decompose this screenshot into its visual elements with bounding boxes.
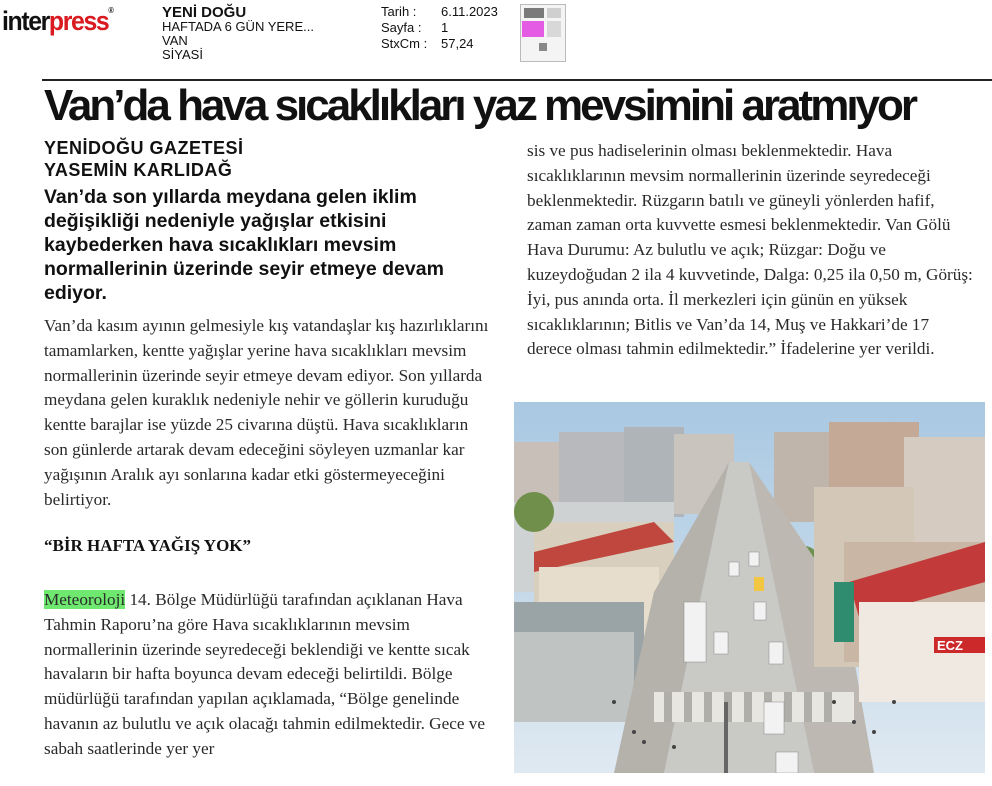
paragraph-2-text: 14. Bölge Müdürlüğü tarafından açıklanan Hava Tahmin Raporu’na göre Hava sıcaklıklarının mevsim normallerinin üzerinde seyredeceği beklendiği ve kentte sıcak havaların bir hafta boyunca devam edeceği belirtildi. Bölge müdürlüğü tarafından yapılan açıklamada, “Bölge genelinde havanın az bulutlu ve açık olacağı tahmin edilmektedir. Gece ve sabah saatlerinde yer yer [44, 590, 485, 758]
date-label: Tarih : [381, 4, 417, 19]
interpress-logo: interpress® [2, 6, 114, 36]
column-1-paragraph-2 [44, 588, 490, 762]
size-row [381, 36, 498, 52]
column-2-text: sis ve pus hadiselerinin olması beklenmektedir. Hava sıcaklıklarının mevsim normallerinin üzerinde seyredeceği beklenmektedir. Rüzgarın batılı ve güneyli yönlerden hafif, zaman zaman orta kuvvette esmesi beklenmektedir. Van Gölü Hava Durumu: Az bulutlu ve açık; Rüzgar: Doğu ve kuzeydoğudan 2 ila 4 kuvvetinde, Dalga: 0,25 ila 0,50 m, Görüş: İyi, pus anında orta. İl merkezleri için günün en yüksek sıcaklıklarının; Bitlis ve Van’da 14, Muş ve Hakkari’de 17 derece olması tahmin edilmektedir.” İfadelerine yer verildi. [527, 141, 973, 359]
paragraph-1: Van’da kasım ayının gelmesiyle kış vatandaşlar kış hazırlıklarını tamamlarken, kentte yağışlar yerine hava sıcaklıkları mevsim normallerinin üzerinde seyir etmeye devam ediyor. Son yıllarda meydana gelen kuraklık nedeniyle nehir ve göllerin kuruduğu kentte barajlar ise yüzde 25 civarına düştü. Hava sıcaklıkların son günlerde artarak devam edeceğini söyleyen uzmanlar kar yağışının Aralık ayı sonlarına kadar etki göstermeyeceğini belirtiyor. [44, 316, 489, 509]
page-label: Sayfa : [381, 20, 422, 35]
article-lede: Van’da son yıllarda meydana gelen iklim değişikliği nedeniyle yağışlar etkisini kaybederken hava sıcaklıkları mevsim normallerinin üzerinde seyir etmeye devam ediyor. [44, 186, 444, 304]
column-1-paragraph-1 [44, 314, 490, 512]
page-thumbnail[interactable] [520, 4, 566, 62]
publication-frequency: HAFTADA 6 GÜN YERE... [162, 19, 314, 34]
page-value: 1 [441, 20, 449, 35]
street-photo [514, 402, 985, 773]
publication-name: YENİ DOĞU [162, 4, 247, 21]
publication-category: SİYASİ [162, 47, 203, 62]
page-row [381, 20, 498, 36]
article-headline: Van’da hava sıcaklıkları yaz mevsimini aratmıyor [44, 81, 916, 130]
clipping-details [381, 4, 498, 52]
article-byline [44, 137, 244, 181]
byline-newspaper: YENİDOĞU GAZETESİ [44, 138, 244, 158]
column-2 [527, 139, 977, 362]
pharmacy-sign-text: ECZ [937, 638, 963, 653]
article-subheading: “BİR HAFTA YAĞIŞ YOK” [44, 536, 252, 555]
publication-info [162, 5, 314, 62]
size-label: StxCm : [381, 36, 428, 51]
date-row [381, 4, 498, 20]
publication-region: VAN [162, 33, 188, 48]
highlighted-keyword: Meteoroloji [44, 590, 126, 609]
size-value: 57,24 [441, 36, 474, 51]
byline-author: YASEMİN KARLIDAĞ [44, 160, 233, 180]
date-value: 6.11.2023 [441, 4, 498, 19]
